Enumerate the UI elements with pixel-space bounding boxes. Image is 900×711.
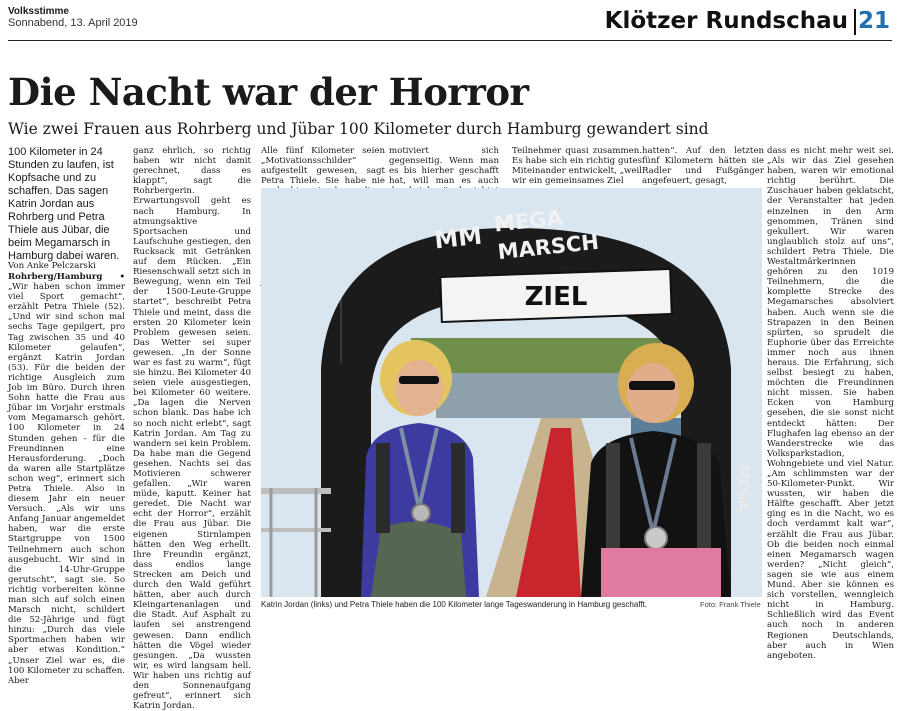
- article-column-7: dass es nicht mehr weit sei. „Als wir das Ziel gesehen haben, waren wir emotional richtig berührt. Die Zuschauer haben geklatscht, der Veranstalter hat jeden einzelnen in den Arm genommen, Tränen sind gekullert. Wir waren unglaublich stolz auf uns“, schildert Petra Thiele. Die Westaltmärkerinnen gehören zu den 1019 Teilnehmern, die die komplette Strecke des Megamarsches absolviert haben. Auch wenn sie die Strapazen in den Beinen spürten, so sprudelt die Euphorie über das Erreichte immer noch aus ihnen heraus. Die Erfahrung, sich selbst besiegt zu haben, möchten die Freundinnen nicht missen. Sie haben Ecken von Hamburg gesehen, die sie sonst nicht entdeckt hätten: Der Flughafen lag ebenso an der Wanderstrecke wie das Volksparkstadion, Wohngebiete und viel Natur. „Am schlimmsten war der 50-Kilometer-Punkt. Wir wussten, wir haben die Hälfte geschafft. Aber jetzt ging es in die Nacht, wo es doch verdammt kalt war“, erzählt die Frau aus Jübar. Ob die beiden noch einmal einen Megamarsch wagen werden? „Nicht gleich“, sagen sie wie aus einem Mund. Aber sie können es sich vorstellen, wenngleich nicht in Hamburg. Schließlich wird das Event auch noch in anderen Regionen Deutschlands, aber auch in Wien angeboten.: [767, 146, 894, 661]
- section-title: Klötzer Rundschau: [604, 8, 848, 34]
- article-lead: 100 Kilometer in 24 Stunden zu laufen, ist Kopfsache und zu schaffen. Das sagen Katrin Jordan aus Rohrberg und Petra Thiele aus Jübar, die beim Megamarsch in Hamburg dabei waren.: [8, 146, 120, 262]
- page-number: 21: [857, 8, 890, 34]
- arch-logo: MM: [432, 221, 484, 255]
- side-banner-text: MEGA: [735, 465, 751, 511]
- masthead-divider: [854, 9, 856, 35]
- article-column-5: Teilnehmer quasi zusammen. Es habe sich ein richtig gutes Miteinander entwickelt, „weil wir ein gemeinsames Ziel: [512, 146, 642, 187]
- article-column-2: ganz ehrlich, so richtig haben wir nicht damit gerechnet, dass es klappt“, sagt die Rohrbergerin. Erwartungsvoll geht es nach Hamburg. In atmungsaktive Sportsachen und Laufschuhe gestiegen, den Rucksack mit Getränken auf dem Rücken. „Ein Riesenschwall setzt sich in Bewegung, wenn ein Teil der 1500-Leute-Gruppe startet“, beschreibt Petra Thiele und meint, dass die ersten 20 Kilometer kein Problem gewesen seien. Das Wetter sei super gewesen. „In der Sonne war es fast zu warm“, fügt sie hinzu. Bei Kilometer 40 seien viele ausgestiegen, bei Kilometer 60 weitere. „Da lagen die Nerven schon blank. Das habe ich so noch nicht erlebt“, sagt Katrin Jordan. Am Tag zu wandern sei kein Problem. Da habe man die Gegend gesehen. Nachts sei das Motivieren schwerer gefallen. „Wir waren müde, kaputt. Keiner hat geredet. Die Nacht war echt der Horror“, erzählt die Frau aus Jübar. Die eigenen Stirnlampen hätten den Weg erhellt. Ihre Freundin ergänzt, dass endlos lange Strecken am Deich und durch den Wald geführt hätten, aber auch durch Kleingartenanlagen und die Stadt. Auf Asphalt zu laufen sei anstrengend gewesen. Dann endlich hätten die Vögel wieder gesungen. „Da wussten wir, es wird langsam hell. Wir haben uns richtig auf den Sonnenaufgang gefreut“, erinnert sich Katrin Jordan.: [133, 146, 251, 711]
- header-rule: [8, 40, 892, 41]
- article-column-4: motiviert sich gegenseitig. Wenn man es bis hierher geschafft hat, will man es auch: [389, 146, 499, 187]
- column-1-text: „Wir haben schon immer viel Sport gemacht“, erzählt Petra Thiele (52). „Und wir sind schon mal sechs Tage gepilgert, pro Tag zwischen 35 und 40 Kilometer gelaufen“, ergänzt Katrin Jordan (53). Für die beiden der richtige Ausgleich zum Job im Büro. Durch ihren Sohn hatte die Frau aus Jübar im Vorjahr erstmals vom Megamarsch gehört. 100 Kilometer in 24 Stunden gehen - für die Freundinnen eine Herausforderung. „Doch da waren alle Startplätze schon weg“, erinnert sich Petra Thiele. Also in diesem Jahr ein neuer Versuch. „Als wir uns Anfang Januar angemeldet haben, war die erste Startgruppe von 1500 Teilnehmern auch schon ausgebucht. Wir sind in die 14-Uhr-Gruppe gerutscht“, sagt sie. So richtig vorbereiten könne man sich auf solch einen Marsch nicht, schildert die 52-Jährige und fügt hinzu: „Durch das viele Sportmachen haben wir aber etwas Kondition.“ „Unser Ziel war es, die 100 Kilometer zu schaffen. Aber: [8, 282, 125, 686]
- issue-date: Sonnabend, 13. April 2019: [8, 17, 138, 29]
- article-column-3: Alle fünf Kilometer seien „Motivationsschilder“ aufgestellt gewesen, sagt Petra Thiele. Sie habe nie: [261, 146, 385, 187]
- arch-brand-top: MEGA: [492, 205, 564, 237]
- arch-brand-bottom: MARSCH: [496, 229, 600, 265]
- newspaper-name: Volksstimme: [8, 6, 69, 17]
- article-column-6: hatten“. Auf den letzten fünf Kilometern hätten sie Radler und Fußgänger angefeuert, gesagt,: [642, 146, 764, 187]
- finish-line-photo: [261, 188, 762, 597]
- article-column-1: [8, 272, 125, 686]
- photo-credit: Foto: Frank Thiele: [700, 600, 761, 609]
- masthead: [8, 6, 138, 29]
- dateline: Rohrberg/Hamburg •: [8, 272, 125, 282]
- headline: Die Nacht war der Horror: [8, 70, 529, 114]
- photo-caption: Katrin Jordan (links) und Petra Thiele haben die 100 Kilometer lange Tageswanderung in Hamburg geschafft.: [261, 600, 648, 609]
- photo-illustration: [261, 188, 762, 597]
- author-line: Von Anke Pelczarski: [8, 261, 96, 271]
- finish-banner-text: ZIEL: [524, 282, 588, 312]
- subheadline: Wie zwei Frauen aus Rohrberg und Jübar 100 Kilometer durch Hamburg gewandert sind: [8, 120, 709, 138]
